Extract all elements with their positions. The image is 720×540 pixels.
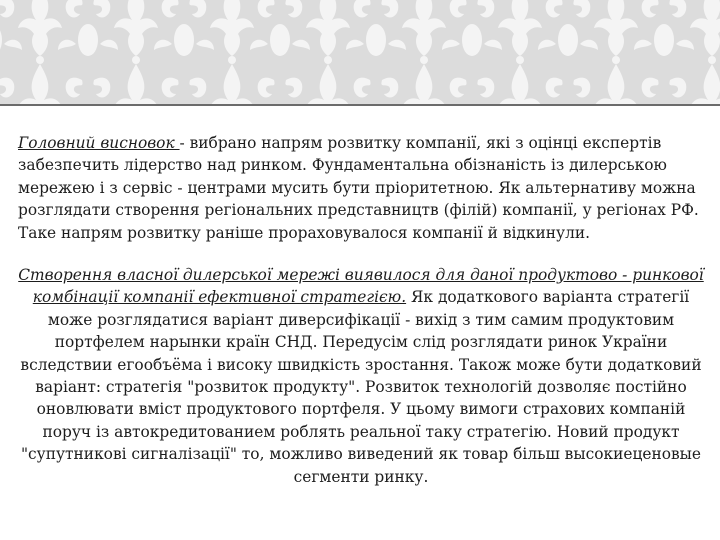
main-conclusion-paragraph xyxy=(18,132,704,244)
damask-pattern xyxy=(0,0,720,104)
conclusion-heading: Головний висновок xyxy=(18,134,180,152)
damask-banner xyxy=(0,0,720,104)
strategy-paragraph xyxy=(18,264,704,488)
slide-body xyxy=(18,132,704,488)
strategy-text: Як додаткового варіанта стратегії може розглядатися варіант диверсифікації - вихід з тим самим продуктовим портфелем нарынки країн СНД. Передусім слід розглядати ринок України вследствии егообъёма і високу швидкість зростання. Також може бути додатковий варіант: стратегія "розвиток продукту". Розвиток технологій дозволяє постійно оновлювати вміст продуктового портфеля. У цьому вимоги страхових компаній поруч із автокредитованием роблять реальної таку стратегію. Новий продукт "супутникові сигналізації" то, можливо виведений як товар більш высокиеценовые сегменти ринку. xyxy=(20,288,702,486)
divider-line xyxy=(0,104,720,106)
conclusion-text: - вибрано напрям розвитку компанії, які з оцінці експертів забезпечить лідерство над ринком. Фундаментальна обізнаність із дилерською мережею і з сервіс - центрами мусить бути пріоритетною. Як альтернативу можна розглядати створення регіональних представництв (філій) компанії, у регіонах РФ. Таке напрям розвитку раніше прораховувалося компанії й відкинули. xyxy=(18,134,699,242)
strategy-heading: Створення власної дилерської мережі виявилося для даної продуктово - ринкової комбінації компанії ефективної стратегією. xyxy=(18,266,704,307)
